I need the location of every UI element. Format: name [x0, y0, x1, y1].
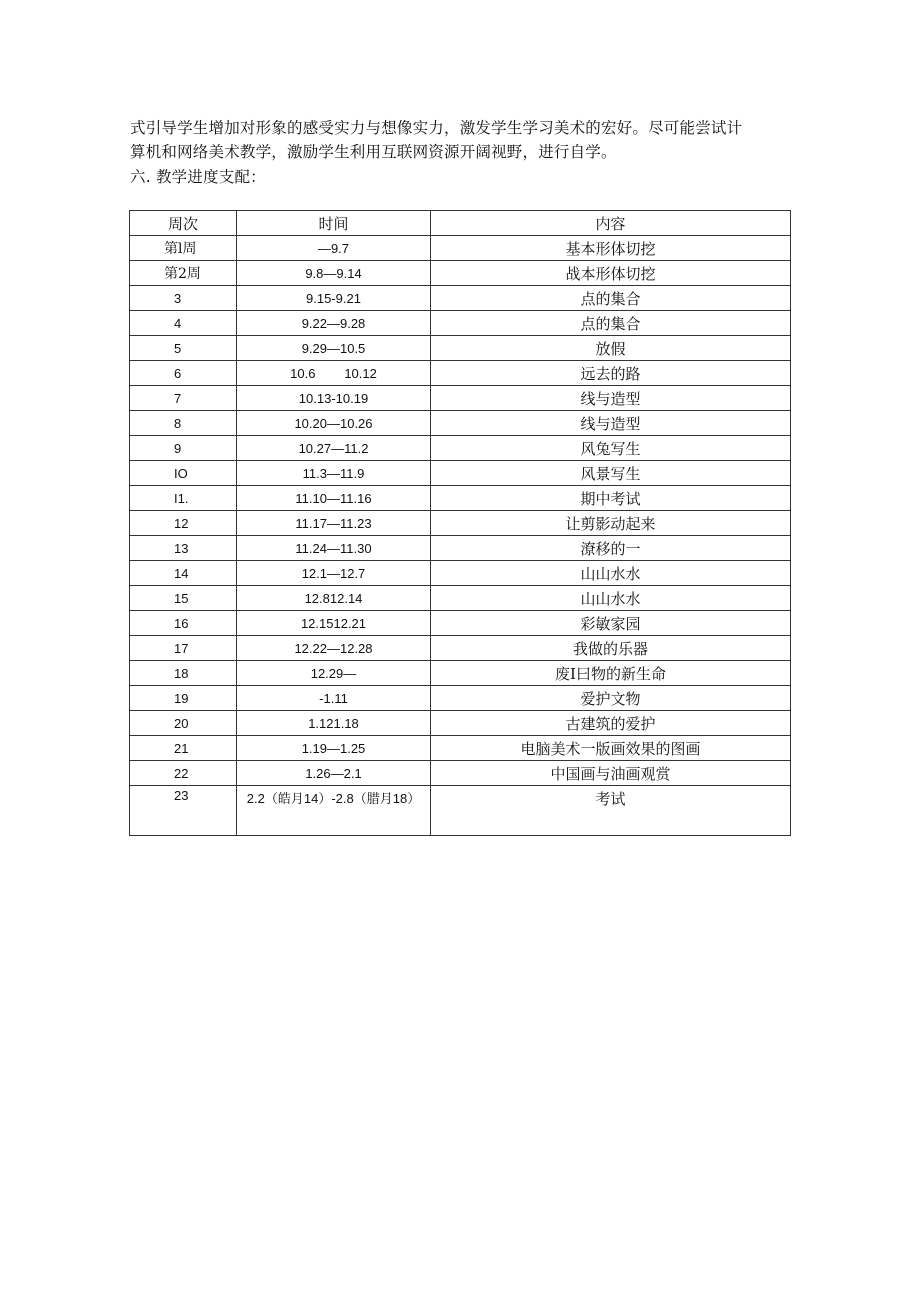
table-row	[130, 436, 791, 461]
content-cell: 风景写生	[431, 461, 791, 486]
time-cell: 11.24—11.30	[237, 536, 431, 561]
table-row	[130, 711, 791, 736]
schedule-table	[129, 210, 791, 836]
table-row	[130, 736, 791, 761]
time-cell: 1.121.18	[237, 711, 431, 736]
week-cell: 5	[130, 336, 237, 361]
week-cell: IO	[130, 461, 237, 486]
table-row	[130, 511, 791, 536]
table-row	[130, 361, 791, 386]
time-cell: 12.1512.21	[237, 611, 431, 636]
table-row	[130, 336, 791, 361]
time-cell: 1.19—1.25	[237, 736, 431, 761]
content-cell: 电脑美术一版画效果的图画	[431, 736, 791, 761]
table-row	[130, 286, 791, 311]
week-cell: 17	[130, 636, 237, 661]
table-row	[130, 786, 791, 836]
content-cell: 让剪影动起来	[431, 511, 791, 536]
content-cell: 彩敏家园	[431, 611, 791, 636]
table-row	[130, 586, 791, 611]
time-cell: 11.3—11.9	[237, 461, 431, 486]
content-cell: 风兔写生	[431, 436, 791, 461]
content-cell: 线与造型	[431, 411, 791, 436]
time-cell: 9.29—10.5	[237, 336, 431, 361]
table-row	[130, 536, 791, 561]
time-cell: 12.22—12.28	[237, 636, 431, 661]
table-header-row	[130, 211, 791, 236]
time-cell: 11.17—11.23	[237, 511, 431, 536]
time-cell: 12.812.14	[237, 586, 431, 611]
week-cell: 7	[130, 386, 237, 411]
content-cell: 我做的乐器	[431, 636, 791, 661]
header-time: 时间	[237, 211, 431, 236]
table-row	[130, 611, 791, 636]
time-cell: 10.13-10.19	[237, 386, 431, 411]
week-cell: 第l周	[130, 236, 237, 261]
header-week: 周次	[130, 211, 237, 236]
table-row	[130, 311, 791, 336]
content-cell: 战本形体切挖	[431, 261, 791, 286]
table-row	[130, 411, 791, 436]
week-cell: 16	[130, 611, 237, 636]
content-cell: 点的集合	[431, 286, 791, 311]
table-row	[130, 386, 791, 411]
header-content: 内容	[431, 211, 791, 236]
table-row	[130, 486, 791, 511]
content-cell: 期中考试	[431, 486, 791, 511]
content-cell: 古建筑的爱护	[431, 711, 791, 736]
time-cell: 10.20—10.26	[237, 411, 431, 436]
section-heading: 六. 教学进度支配：	[130, 168, 266, 186]
table-row	[130, 236, 791, 261]
time-cell: -1.11	[237, 686, 431, 711]
table-row	[130, 261, 791, 286]
content-cell: 考试	[431, 786, 791, 836]
content-cell: 基本形体切挖	[431, 236, 791, 261]
table-row	[130, 461, 791, 486]
table-row	[130, 661, 791, 686]
week-cell: 22	[130, 761, 237, 786]
time-cell: 12.1—12.7	[237, 561, 431, 586]
week-cell: 6	[130, 361, 237, 386]
content-cell: 远去的路	[431, 361, 791, 386]
content-cell: 中国画与油画观赏	[431, 761, 791, 786]
table-row	[130, 761, 791, 786]
week-cell: 23	[130, 786, 237, 836]
week-cell: 18	[130, 661, 237, 686]
content-cell: 线与造型	[431, 386, 791, 411]
content-cell: 潦移的一	[431, 536, 791, 561]
paragraph-line-1: 式引导学生增加对形象的感受实力与想像实力，激发学生学习美术的宏好。尽可能尝试计	[130, 119, 743, 137]
week-cell: 21	[130, 736, 237, 761]
time-cell: 10.6 10.12	[237, 361, 431, 386]
time-cell: 10.27—11.2	[237, 436, 431, 461]
paragraph-line-2: 算机和网络美术教学，激励学生利用互联网资源开阔视野，进行自学。	[130, 143, 617, 161]
time-cell: 9.22—9.28	[237, 311, 431, 336]
week-cell: I1.	[130, 486, 237, 511]
content-cell: 爱护文物	[431, 686, 791, 711]
table-row	[130, 636, 791, 661]
week-cell: 14	[130, 561, 237, 586]
table-row	[130, 561, 791, 586]
time-cell: 11.10—11.16	[237, 486, 431, 511]
week-cell: 19	[130, 686, 237, 711]
time-cell: 9.8—9.14	[237, 261, 431, 286]
table-row	[130, 686, 791, 711]
week-cell: 第2周	[130, 261, 237, 286]
content-cell: 放假	[431, 336, 791, 361]
content-cell: 点的集合	[431, 311, 791, 336]
week-cell: 13	[130, 536, 237, 561]
week-cell: 4	[130, 311, 237, 336]
week-cell: 3	[130, 286, 237, 311]
time-cell: 1.26—2.1	[237, 761, 431, 786]
content-cell: 废I曰物的新生命	[431, 661, 791, 686]
week-cell: 15	[130, 586, 237, 611]
week-cell: 20	[130, 711, 237, 736]
content-cell: 山山水水	[431, 561, 791, 586]
time-cell: 9.15-9.21	[237, 286, 431, 311]
content-cell: 山山水水	[431, 586, 791, 611]
week-cell: 8	[130, 411, 237, 436]
time-cell: 12.29—	[237, 661, 431, 686]
time-cell: —9.7	[237, 236, 431, 261]
week-cell: 12	[130, 511, 237, 536]
week-cell: 9	[130, 436, 237, 461]
time-cell: 2.2（皓月14）-2.8（腊月18）	[237, 786, 431, 836]
